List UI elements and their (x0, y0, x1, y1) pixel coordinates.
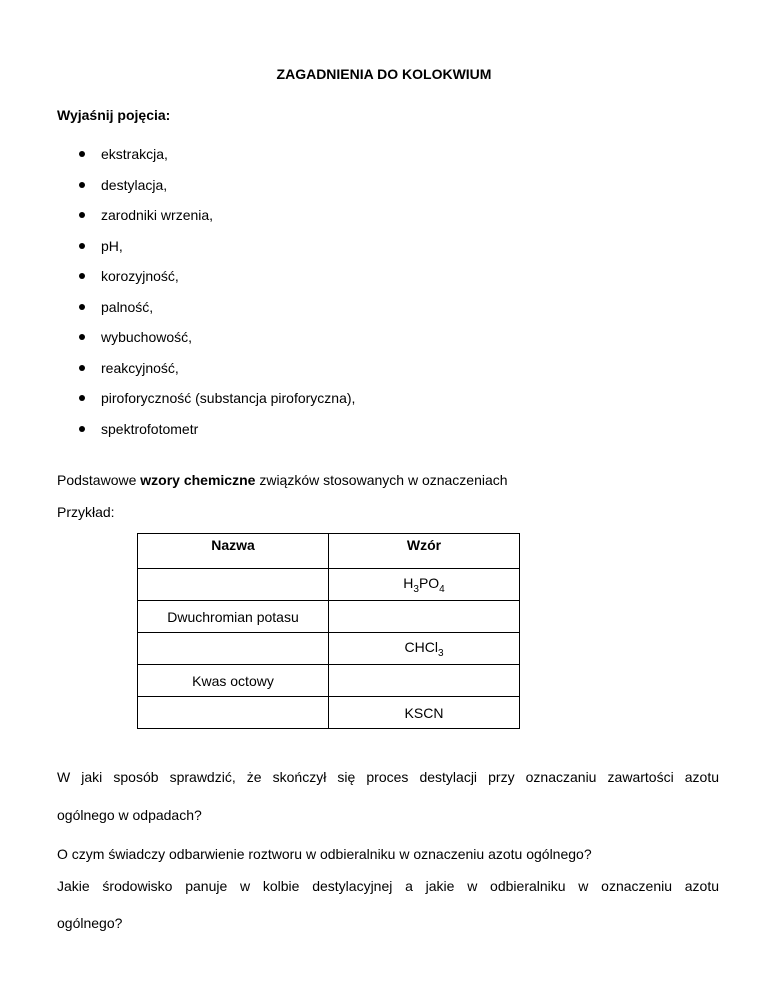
list-item (0, 176, 355, 207)
list-item (0, 267, 355, 298)
table-row (138, 697, 520, 729)
bullet-icon (79, 365, 85, 371)
list-item-text: reakcyjność, (101, 359, 179, 376)
list-item-text: piroforyczność (substancja piroforyczna), (101, 390, 356, 406)
list-item (0, 206, 355, 237)
question-1-line-2: ogólnego w odpadach? (57, 807, 202, 823)
bullet-icon (79, 182, 85, 188)
bullet-icon (79, 334, 85, 340)
bullet-icon (79, 273, 85, 279)
list-item (0, 420, 355, 451)
page-title: ZAGADNIENIA DO KOLOKWIUM (276, 66, 492, 82)
question-2: O czym świadczy odbarwienie roztworu w odbieralniku w oznaczeniu azotu ogólnego? (57, 846, 592, 862)
formulas-intro-bold: wzory chemiczne (140, 472, 256, 488)
bullet-icon (79, 212, 85, 218)
definitions-list (0, 145, 355, 450)
header-name: Nazwa (138, 534, 329, 569)
cell-formula: CHCl$_3$ (329, 633, 520, 665)
bullet-icon (79, 395, 85, 401)
cell-name (138, 569, 329, 601)
list-item-text: zarodniki wrzenia, (101, 207, 214, 223)
list-item (0, 359, 355, 390)
list-item-text: pH, (101, 237, 123, 254)
formulas-intro-before: Podstawowe (57, 472, 141, 488)
example-label: Przykład: (57, 504, 115, 520)
list-item-text: ekstrakcja, (101, 146, 168, 162)
list-item-text: korozyjność, (101, 268, 179, 284)
list-item-text: wybuchowość, (101, 329, 193, 345)
list-item-text: spektrofotometr (101, 420, 199, 437)
formulas-intro (57, 471, 719, 489)
list-item (0, 298, 355, 329)
cell-formula: $H_3PO_4$ (329, 569, 520, 601)
formulas-table (137, 533, 520, 729)
definitions-heading: Wyjaśnij pojęcia: (57, 107, 171, 123)
cell-name: Kwas octowy (138, 665, 329, 697)
question-3-line-2: ogólnego? (57, 915, 123, 931)
cell-formula (329, 665, 520, 697)
bullet-icon (79, 243, 85, 249)
bullet-icon (79, 151, 85, 157)
list-item-text: destylacja, (101, 176, 168, 193)
formulas-intro-after: związków stosowanych w oznaczeniach (255, 472, 508, 488)
question-1-line-1: W jaki sposób sprawdzić, że skończył się proces destylacji przy oznaczaniu zawartości azotu (57, 769, 719, 785)
table-row (138, 569, 520, 601)
table-row (138, 665, 520, 697)
cell-name (138, 633, 329, 665)
header-formula: Wzór (329, 534, 520, 569)
question-3-line-1: Jakie środowisko panuje w kolbie destylacyjnej a jakie w odbieralniku w oznaczeniu azotu (57, 878, 719, 894)
table-row (138, 633, 520, 665)
table-row (138, 601, 520, 633)
list-item (0, 237, 355, 268)
list-item (0, 389, 355, 420)
list-item-text: palność, (101, 298, 154, 315)
cell-formula: KSCN (329, 697, 520, 729)
cell-name: Dwuchromian potasu (138, 601, 329, 633)
bullet-icon (79, 426, 85, 432)
list-item (0, 145, 355, 176)
bullet-icon (79, 304, 85, 310)
list-item (0, 328, 355, 359)
cell-name (138, 697, 329, 729)
cell-formula (329, 601, 520, 633)
table-header-row (138, 534, 520, 569)
